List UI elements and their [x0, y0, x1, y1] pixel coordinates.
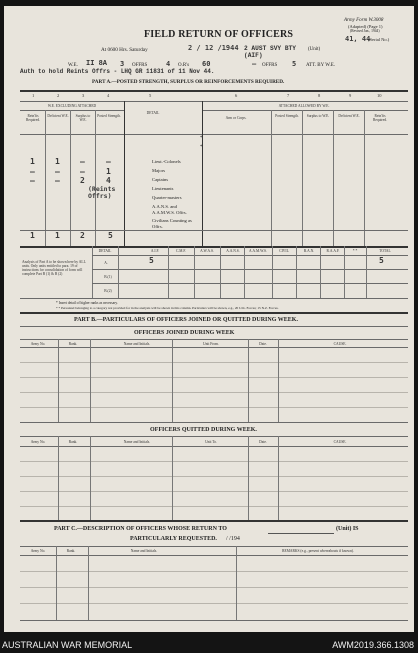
quitted-col-name: Name and Initials. [123, 440, 151, 444]
row2-reinfts: – [30, 167, 35, 176]
detail-aans: A.A.N.S. and A.A.M.W.S. Offrs. [152, 204, 187, 215]
table-a-bottom-rule [20, 246, 408, 248]
row3-posted: 4 [106, 176, 111, 185]
we-value: II 8A [86, 60, 108, 68]
analysis-col-ran: R.A.N. [303, 249, 315, 253]
analysis-vline [194, 246, 195, 298]
analysis-col-total: TOTAL [379, 249, 391, 253]
col-number-9: 9 [349, 93, 352, 98]
part-c-line [20, 587, 408, 588]
analysis-vline [272, 246, 273, 298]
quitted-vline [58, 436, 59, 520]
analysis-col-other: * * [352, 249, 358, 253]
analysis-row-b2: B.(2) [104, 289, 112, 293]
ors-label: O.R's [178, 63, 190, 68]
group-rule-right [202, 110, 408, 111]
joined-vline [248, 339, 249, 422]
table-a-vline [45, 110, 46, 246]
table-a-top-rule [20, 90, 408, 92]
quitted-line [20, 491, 408, 492]
row2-surplus: – [80, 167, 85, 176]
part-c-heading: PART C.—DESCRIPTION OF OFFICERS WHOSE RETURN TO [54, 526, 227, 532]
analysis-col-aamws: A.A.M.W.S. [249, 249, 267, 253]
unit-value: 2 AUST SVY BTY (AIF) [244, 45, 296, 59]
table-a-vline [202, 101, 203, 246]
row2-posted: 1 [106, 167, 111, 176]
joined-header-rule [20, 347, 408, 348]
joined-heading: OFFICERS JOINED DURING WEEK [134, 330, 235, 336]
detail-captains: Captains [152, 177, 169, 182]
table-a-header-rule [20, 134, 408, 135]
joined-vline [172, 339, 173, 422]
analysis-aif-value: 5 [149, 256, 154, 265]
attached-label: ATT. BY W.E. [306, 63, 336, 68]
analysis-col-raaf: R.A.A.F. [326, 249, 340, 253]
col-number-1: 1 [32, 93, 35, 98]
joined-line [20, 392, 408, 393]
detail-majors: Majors [152, 168, 166, 173]
analysis-col-detail: DETAIL [98, 249, 112, 253]
date-value: 2 / 12 /1944 [188, 44, 239, 52]
detail-lieut-colonels: Lieut.-Colonels [152, 159, 181, 164]
table-a-vline [124, 101, 125, 246]
header-att-reinfts: Rein'fts Required. [372, 114, 388, 122]
analysis-total-value: 5 [379, 256, 384, 265]
part-c-col-remarks: REMARKS (e.g., present whereabouts if known). [282, 549, 354, 553]
analysis-vline [296, 246, 297, 298]
part-c-requested: PARTICULARLY REQUESTED. [130, 536, 217, 542]
part-c-vline [236, 546, 237, 620]
quitted-line [20, 476, 408, 477]
part-b-rule [20, 326, 408, 327]
header-att-posted-strength: Posted Strength. [275, 114, 299, 118]
authority-line: Auth to hold Reints Offrs - LHQ GR 11831 of 11 Nov 44. [20, 68, 215, 75]
form-adapted: (Adapted) (Page 1) [348, 24, 383, 29]
offrs-value: 4 [166, 60, 171, 68]
joined-vline [58, 339, 59, 422]
ors-value: 60 [202, 60, 211, 68]
offrs2-label: OFFRS [262, 63, 278, 68]
analysis-vline [320, 246, 321, 298]
col-number-8: 8 [318, 93, 321, 98]
table-a-vline [302, 110, 303, 246]
group-rule-left [20, 110, 124, 111]
analysis-col-aif: A.I.F. [150, 249, 160, 253]
analysis-row-rule [92, 283, 408, 284]
offrs-label: OFFRS [132, 63, 148, 68]
asterisk-mark: * [200, 145, 203, 150]
joined-line [20, 362, 408, 363]
group-attached-allowed: ATTACHED ALLOWED BY W.E. [278, 104, 330, 108]
reints-officers-note: (Reints Offrs) [88, 185, 116, 200]
quitted-header-rule [20, 446, 408, 447]
offrs2-value: — [252, 60, 257, 68]
footer-institution: AUSTRALIAN WAR MEMORIAL [2, 640, 133, 650]
footer-accession-number: AWM2019.366.1308 [332, 640, 414, 650]
we-label: W.E. [68, 63, 78, 68]
col-number-2: 2 [57, 93, 60, 98]
table-a-number-rule [20, 101, 408, 102]
analysis-vline [244, 246, 245, 298]
attached-value: 5 [292, 60, 297, 68]
part-a-end-rule [20, 312, 408, 314]
part-c-bottom-rule [20, 620, 408, 621]
detail-civilians: Civilians Counting as Offrs. [152, 218, 192, 229]
part-a-heading: PART A.—POSTED STRENGTH, SURPLUS OR REINFORCEMENTS REQUIRED. [92, 79, 285, 85]
part-c-line [20, 571, 408, 572]
header-detail: DETAIL [146, 111, 160, 115]
joined-line [20, 407, 408, 408]
total-deficient: 1 [55, 231, 60, 240]
table-a-total-rule [20, 230, 408, 231]
quitted-vline [278, 436, 279, 520]
quitted-col-rank: Rank. [68, 440, 78, 444]
quitted-heading: OFFICERS QUITTED DURING WEEK. [150, 427, 257, 433]
at-hours-line: At 0600 Hrs. Saturday [101, 47, 148, 53]
we-officers-count: 3 [120, 60, 125, 68]
col-number-5: 5 [149, 93, 152, 98]
joined-col-unit: Unit From. [203, 342, 219, 346]
archive-footer [0, 638, 418, 653]
header-posted-strength: Posted Strength. [97, 114, 121, 118]
analysis-vline [366, 246, 367, 298]
analysis-row-rule [92, 269, 408, 270]
header-arm-or-corps: Arm or Corps. [225, 116, 247, 120]
part-c-date-blank: / /194 [226, 536, 240, 542]
detail-quarter-masters: Quarter-masters [152, 195, 182, 200]
joined-line [20, 377, 408, 378]
joined-col-date: Date. [259, 342, 267, 346]
row2-deficient: – [55, 167, 60, 176]
row3-reinfts: – [30, 176, 35, 185]
document-page [4, 6, 414, 632]
part-c-col-army-no: Army No. [30, 549, 46, 553]
col-number-7: 7 [287, 93, 290, 98]
table-a-vline [364, 110, 365, 246]
analysis-vline [92, 246, 93, 298]
quitted-vline [172, 436, 173, 520]
total-reinfts: 1 [30, 231, 35, 240]
row1-surplus: – [80, 157, 85, 166]
header-att-surplus: Surplus to W.E. [306, 114, 330, 118]
table-a-vline [95, 110, 96, 246]
analysis-vline [118, 246, 119, 298]
joined-col-army-no: Army No. [30, 342, 46, 346]
part-c-col-name: Name and Initials. [130, 549, 158, 553]
col-number-3: 3 [82, 93, 85, 98]
form-reference: Army Form W.3008 [344, 18, 384, 23]
analysis-col-aans: A.A.N.S. [226, 249, 240, 253]
part-c-unit-blank [268, 533, 334, 534]
form-revised: (Revised Jan., 1944) [350, 29, 380, 33]
col-number-10: 10 [377, 93, 382, 98]
serial-number-value: 41, 44 [345, 35, 371, 43]
analysis-row-b1: B.(1) [104, 275, 112, 279]
joined-col-rank: Rank. [68, 342, 78, 346]
row3-surplus: 2 [80, 176, 85, 185]
total-surplus: 2 [80, 231, 85, 240]
analysis-vline [168, 246, 169, 298]
part-c-col-rank: Rank. [66, 549, 76, 553]
quitted-col-unit: Unit To. [205, 440, 217, 444]
row1-posted: – [106, 157, 111, 166]
joined-rule [20, 339, 408, 340]
row3-deficient: – [55, 176, 60, 185]
quitted-col-army-no: Army No. [30, 440, 46, 444]
analysis-col-civil: CIVIL [279, 249, 289, 253]
quitted-col-date: Date. [259, 440, 267, 444]
analysis-col-cmf: C.M.F. [176, 249, 186, 253]
row1-deficient: 1 [55, 157, 60, 166]
analysis-col-awas: A.W.A.S. [200, 249, 214, 253]
table-a-vline [333, 110, 334, 246]
analysis-bottom-rule [20, 298, 408, 299]
unit-label: (Unit) [308, 47, 321, 52]
quitted-vline [90, 436, 91, 520]
part-c-vline [56, 546, 57, 620]
quitted-line [20, 461, 408, 462]
quitted-col-cause: CAUSE. [333, 440, 347, 444]
note-other-category: * * Personnel belonging to a category not provided for in the analysis will be shown in this column. Particulars will be shown, e.g., 20 U.K. Forces; 15 N.Z. Forces. [56, 306, 279, 310]
header-reinfts-required: Rein'fts Required. [25, 114, 41, 122]
table-a-vline [271, 110, 272, 246]
joined-vline [90, 339, 91, 422]
joined-vline [278, 339, 279, 422]
note-higher-ranks: * Insert detail of higher ranks as necessary. [56, 301, 118, 305]
part-b-heading: PART B.—PARTICULARS OF OFFICERS JOINED OR QUITTED DURING WEEK. [74, 317, 298, 323]
table-a-vline [70, 110, 71, 246]
group-excluding-attached: W.E. EXCLUDING ATTACHED [47, 104, 97, 108]
analysis-header-rule [92, 255, 408, 256]
part-b-end-rule [20, 520, 408, 522]
joined-col-name: Name and Initials. [123, 342, 151, 346]
joined-bottom-rule [20, 422, 408, 423]
serial-number-label: (Serial No.) [368, 37, 390, 42]
detail-lieutenants: Lieutenants [152, 186, 174, 191]
form-title: FIELD RETURN OF OFFICERS [144, 29, 294, 40]
part-c-vline [88, 546, 89, 620]
part-c-header-rule [20, 555, 408, 556]
asterisk-mark: * [200, 136, 203, 141]
header-att-deficient: Deficient W.E. [338, 114, 360, 118]
quitted-vline [248, 436, 249, 520]
col-number-4: 4 [107, 93, 110, 98]
col-number-6: 6 [235, 93, 238, 98]
analysis-vline [220, 246, 221, 298]
quitted-line [20, 506, 408, 507]
quitted-rule [20, 436, 408, 437]
analysis-row-a: A. [104, 261, 108, 265]
header-surplus-we: Surplus to W.E. [75, 114, 91, 122]
total-posted: 5 [108, 231, 113, 240]
analysis-label: Analysis of Part A to be shown here by ALL units. Only units entitled to para. 19 of instructions for consolidation of form will complete Part B (1) & B (2) [22, 260, 86, 276]
part-c-rule [20, 546, 408, 547]
part-c-unit-is: (Unit) IS [336, 526, 359, 532]
analysis-vline [344, 246, 345, 298]
header-deficient-we: Deficient W.E. [47, 114, 69, 118]
row1-reinfts: 1 [30, 157, 35, 166]
joined-col-cause: CAUSE. [333, 342, 347, 346]
part-c-line [20, 603, 408, 604]
